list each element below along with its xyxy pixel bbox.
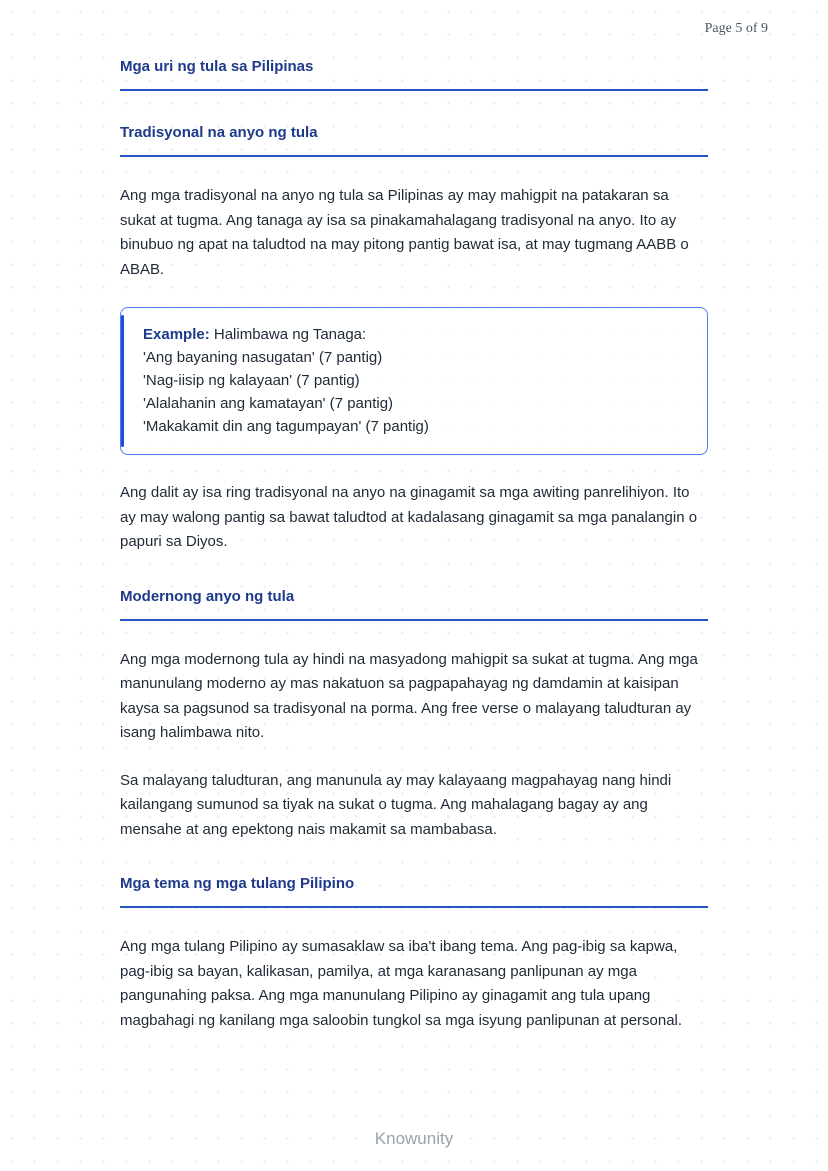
paragraph-dalit: Ang dalit ay isa ring tradisyonal na anyo na ginagamit sa mga awiting panrelihiyon. Ito ay may walong pantig sa bawat taludtod at kadalasang ginagamit sa mga panalangin o papuri sa Diyos.	[120, 484, 698, 550]
example-verse-line: 'Alalahanin ang kamatayan' (7 pantig)	[143, 395, 394, 412]
document-content	[120, 58, 708, 1056]
heading-tradisyonal-na-anyo: Tradisyonal na anyo ng tula	[120, 124, 708, 157]
example-callout-box	[120, 307, 708, 455]
example-label: Example:	[143, 326, 210, 343]
example-intro-text: Halimbawa ng Tanaga:	[209, 326, 367, 343]
example-intro-line	[143, 323, 685, 346]
heading-mga-tema: Mga tema ng mga tulang Pilipino	[120, 875, 708, 908]
example-verse-line: 'Ang bayaning nasugatan' (7 pantig)	[143, 349, 383, 366]
footer-brand-knowunity: Knowunity	[374, 1129, 454, 1148]
heading-modernong-anyo: Modernong anyo ng tula	[120, 588, 708, 621]
paragraph-moderno-2: Sa malayang taludturan, ang manunula ay may kalayaang magpahayag nang hindi kailangang sumunod sa tiyak na sukat o tugma. Ang mahalagang bagay ay ang mensahe at ang epektong nais makamit sa mambabasa.	[120, 771, 672, 838]
example-verse-line: 'Makakamit din ang tagumpayan' (7 pantig)	[143, 418, 429, 435]
example-verse-line: 'Nag-iisip ng kalayaan' (7 pantig)	[143, 372, 360, 389]
paragraph-tradisyonal: Ang mga tradisyonal na anyo ng tula sa Pilipinas ay may mahigpit na patakaran sa sukat at tugma. Ang tanaga ay isa sa pinakamahalagang tradisyonal na anyo. Ito ay binubuo ng apat na taludtod na may pitong pantig bawat isa, at may tugmang AABB o ABAB.	[120, 187, 689, 278]
page-number-indicator: Page 5 of 9	[704, 21, 768, 36]
paragraph-moderno-1: Ang mga modernong tula ay hindi na masyadong mahigpit sa sukat at tugma. Ang mga manunulang moderno ay mas nakatuon sa pagpapahayag ng damdamin at kaisipan kaysa sa pagsunod sa tradisyonal na porma. Ang free verse o malayang taludturan ay isang halimbawa nito.	[120, 650, 698, 741]
heading-mga-uri-ng-tula: Mga uri ng tula sa Pilipinas	[120, 58, 708, 91]
paragraph-tema: Ang mga tulang Pilipino ay sumasaklaw sa iba't ibang tema. Ang pag-ibig sa kapwa, pag-ibig sa bayan, kalikasan, pamilya, at mga karanasang panlipunan ay mga pangunahing paksa. Ang mga manunulang Pilipino ay ginagamit ang tula upang magbahagi ng kanilang mga saloobin tungkol sa mga isyung panlipunan at personal.	[120, 938, 683, 1029]
